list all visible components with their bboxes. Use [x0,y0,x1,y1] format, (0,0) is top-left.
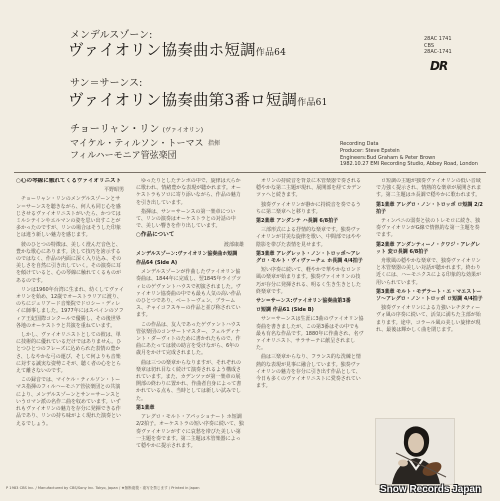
violinist-photo [375,418,455,485]
composer-saint-saens: サン＝サーンス: [70,78,143,89]
paragraph: メンデルスゾーンが作曲したヴァイオリン協奏曲は、1844年に完成し、翌1845年ライプツィヒのゲヴァントハウスで初演されました。ヴァイオリン協奏曲の中でも最も人気の高い作品のひとつであり、ベートーヴェン、ブラームス、チャイコフスキーの作品と並び称されています。 [136,269,242,319]
composer-mendelssohn: メンデルスゾーン: [70,30,153,41]
paragraph: ゆったりとしたテンポの中で、旋律は大らかに歌われ、情緒豊かな表現が聴かれます。オーケストラもソロに寄り添いながら、作品の魅力を引き出しています。 [136,178,241,206]
paragraph: この録音では、マイケル・ティルソン・トーマス指揮のフィルハーモニア管弦楽団との共演により、メンデルスゾーンとサン＝サーンスというロマン派の名作二曲を収めています。いずれもヴァイオリンの魅力を存分に発揮できる作品であり、リンの持ち味がよく現れた演奏といえるでしょう。 [16,377,122,427]
paragraph: この作品は、友人であったゲヴァントハウス管弦楽団のコンサートマスター、フェルディナント・ダーヴィトのために書かれたもので、作曲にあたっては彼の助言を受けながら、6年の歳月をかけて完成されました。 [136,321,241,357]
movement-tempo: アレグレット・ノン・トロッポ〜アレグロ・モルト・ヴィヴァーチェ ホ長調 4/4拍子 [256,250,363,265]
movement-tempo: モルト・モデラート・エ・マエストーソ〜アレグロ・ノン・トロッポ ロ短調 4/4拍子 [376,288,483,303]
copyright-footer: P 1983 CBS Inc. / Manufactured by CBS/Sony Inc. Tokyo, Japan / ★無断複製・複写を禁じます / Printed in Japan [6,486,200,490]
opus-number: 作品64 [255,48,287,58]
paragraph: アレグロ・モルト・アパッショナート ホ短調 2/2拍子。オーケストラの短い序奏に続いて、独奏ヴァイオリンがすぐに哀愁を帯びた美しい第一主題を奏でます。第二主題は木管楽器によって穏やかに提示されます。 [136,414,244,449]
paragraph: オリンの持続音を背景に木管楽器で奏される穏やかな第二主題が現れ、展開部を経てカデンツァへと続きます。 [256,178,362,199]
paragraph: チョーリャン・リンのメンデルスゾーンとサン＝サーンスを聴きながら、何人も同じ心を感じさせるヴァイオリニストがいたら、かつてはミルシテインやエルマンの姿を思い出すことが多かったのですが、リンの場合はそうした印象とは違う新しい魅力を感じます。 [16,196,122,239]
movement-number: 第2楽章 [256,218,275,225]
movement-heading [256,218,364,225]
paragraph: 独奏ヴァイオリンが静かに持続音を奏でるうちに第二楽章へと移ります。 [256,201,361,215]
header-divider [14,172,486,173]
soloist-role: (ヴァイオリン) [162,127,204,134]
movement-number: 第3楽章 [256,250,275,257]
movement-heading: 第1楽章 [136,404,155,411]
column-3 [256,178,364,480]
catalog-number [424,36,452,56]
work-title-mendelssohn [68,38,286,60]
orchestra-name: フィルハーモニア管弦楽団 [70,151,177,161]
movement-tempo: アンダンティーノ・クワジ・アレグレット 変ロ長調 6/8拍子 [376,241,481,255]
recording-line: Recording Data [340,141,379,147]
movement-heading [376,242,484,256]
portrait-illustration [376,419,454,484]
movement-heading [376,202,484,216]
soloist-text: チョーリャン・リン [70,124,160,135]
heading-text: 作品について [140,232,175,239]
opus-number: 作品61 [297,98,328,108]
work-subheading-side: ロ短調 作品61 (Side B) [256,307,314,314]
column-4 [376,178,484,414]
paragraph: ティンパニの弱奏と弦のトレモロに続き、独奏ヴァイオリンがG線で情熱的な第一主題を奏でます。 [376,218,481,239]
paragraph: 曲は三つの楽章からなりますが、それぞれの楽章は切れ目なく続けて演奏されるよう構成されています。また、カデンツァが第一楽章の展開部の終わりに置かれ、作曲者自身によって書かれている点も、当時としては新しい試みでした。 [136,359,242,402]
catalog-line: CBS [424,42,435,49]
title-text: ヴァイオリン協奏曲ホ短調 [68,41,256,59]
recording-line: Producer: Steve Epstein [340,147,400,154]
recording-line: 1982.10.27 EMI Recording Studio, Abbey Road, London [340,161,478,168]
work-subheading: サン＝サーンス:ヴァイオリン協奏曲第3番 [256,298,351,305]
conductor-role: 指揮 [208,140,221,147]
paragraph: ロ短調の主題が独奏ヴァイオリンの低い音域で力強く提示され、情熱的な楽章が展開されます。第二主題はホ長調で穏やかに歌われます。 [376,178,482,199]
work-title-saint-saens [68,88,328,110]
paragraph: 曲は三楽章からなり、フランス的な洗練と情熱的な表現が見事に融合しています。独奏ヴァイオリンの魅力を存分に引き出す作品として、今日も多くのヴァイオリニストに愛奏されています。 [256,354,361,390]
soloist-name [70,120,203,135]
work-subheading: メンデルスゾーン:ヴァイオリン協奏曲ホ短調 [136,250,238,257]
movement-tempo: アンダンテ ハ長調 6/8拍子 [276,218,339,225]
shop-watermark: Snow Records Japan [380,484,482,495]
paragraph: 三部形式による抒情的な楽章です。独奏ヴァイオリンが甘美な旋律を歌い、中間部ではやや陰影を帯びた表情を見せます。 [256,227,361,248]
movement-heading [376,289,484,303]
section-heading: ○作品について [136,232,175,239]
movement-tempo: アレグロ・ノン・トロッポ ロ短調 2/2拍子 [376,201,483,215]
dr-logo: DR [430,59,448,73]
movement-number: 第3楽章 [376,288,395,295]
catalog-line: 28AC 1741 [424,36,452,42]
work-subheading-side: 作品64 (Side A) [136,260,178,267]
recording-data [340,141,478,168]
paragraph: 独奏ヴァイオリンによる力強いレチタティーヴォ風の序奏に続いて、活気に満ちた主部が始まります。途中、コラール風の美しい旋律が現れ、最後は輝かしく曲を閉じます。 [376,305,481,333]
title-text: ヴァイオリン協奏曲第3番ロ短調 [68,91,298,109]
column-1 [16,178,124,480]
conductor-name: マイケル・ティルソン・トーマス [70,139,204,149]
paragraph: 指揮は、サン＝サーンスの第一楽章について、リンの演奏はオーケストラとの対話の中で、美しい響きを作り出しています。 [136,208,236,230]
author-credit: 平野昭男 [103,187,124,194]
heading-text: 心の琴線に触れてくるヴァイオリニスト [20,178,122,184]
author-credit: 渡部康雄 [223,241,244,248]
paragraph: リンは1960年台湾に生まれ、幼くしてヴァイオリンを始め、12歳でオーストラリアに渡り、のちにジュリアード音楽院でドロシー・ディレイに師事しました。1977年にはスペインのソフィア王妃国際コンクールで優勝し、その後世界各地のオーケストラと共演を重ねています。 [16,286,124,329]
paragraph: サン＝サーンスは生涯に3曲のヴァイオリン協奏曲を書きましたが、この第3番はその中でも最も有名な作品です。1880年に作曲され、名ヴァイオリニスト、サラサーテに献呈されました。 [256,316,364,352]
column-2 [136,178,244,480]
paragraph: 舟歌風の穏やかな楽章で、独奏ヴァイオリンと木管楽器の美しい対話が聴かれます。終わり近くには、ハーモニクスによる印象的な効果が用いられています。 [376,258,481,286]
movement-number: 第2楽章 [376,241,395,248]
paragraph: しかし、ヴァイオリニストとしての彼は、単に技術的に優れているだけではありません。ひとつひとつのフレーズに込められた表情の豊かさ、しなやかな弓の運び、そして何よりも音楽に対する誠実な姿勢こそが、聴く者の心をとらえて離さないのです。 [16,332,122,375]
movement-heading [256,251,364,265]
paragraph: 彼のひとつの特徴は、美しく澄んだ音色と、豊かな歌心にあります。決して技巧を誇示するのではなく、作品の内面に深く入り込み、その美しさを自然に引き出していく。その演奏に耳を傾けていると、心の琴線に触れてくるものがあるのです。 [16,241,122,284]
catalog-line: 28AC-1741 [424,49,452,55]
movement-number: 第1楽章 [376,201,395,208]
paragraph: 短い序奏に続いて、軽やかで華やかなロンド風の楽章が始まります。独奏ヴァイオリンの技巧が存分に発揮される、明るく生き生きとした終楽章です。 [256,267,362,295]
recording-line: Engineers:Bud Graham & Peter Brown [340,154,436,161]
section-heading: ○心の琴線に触れてくるヴァイオリニスト [16,178,122,184]
